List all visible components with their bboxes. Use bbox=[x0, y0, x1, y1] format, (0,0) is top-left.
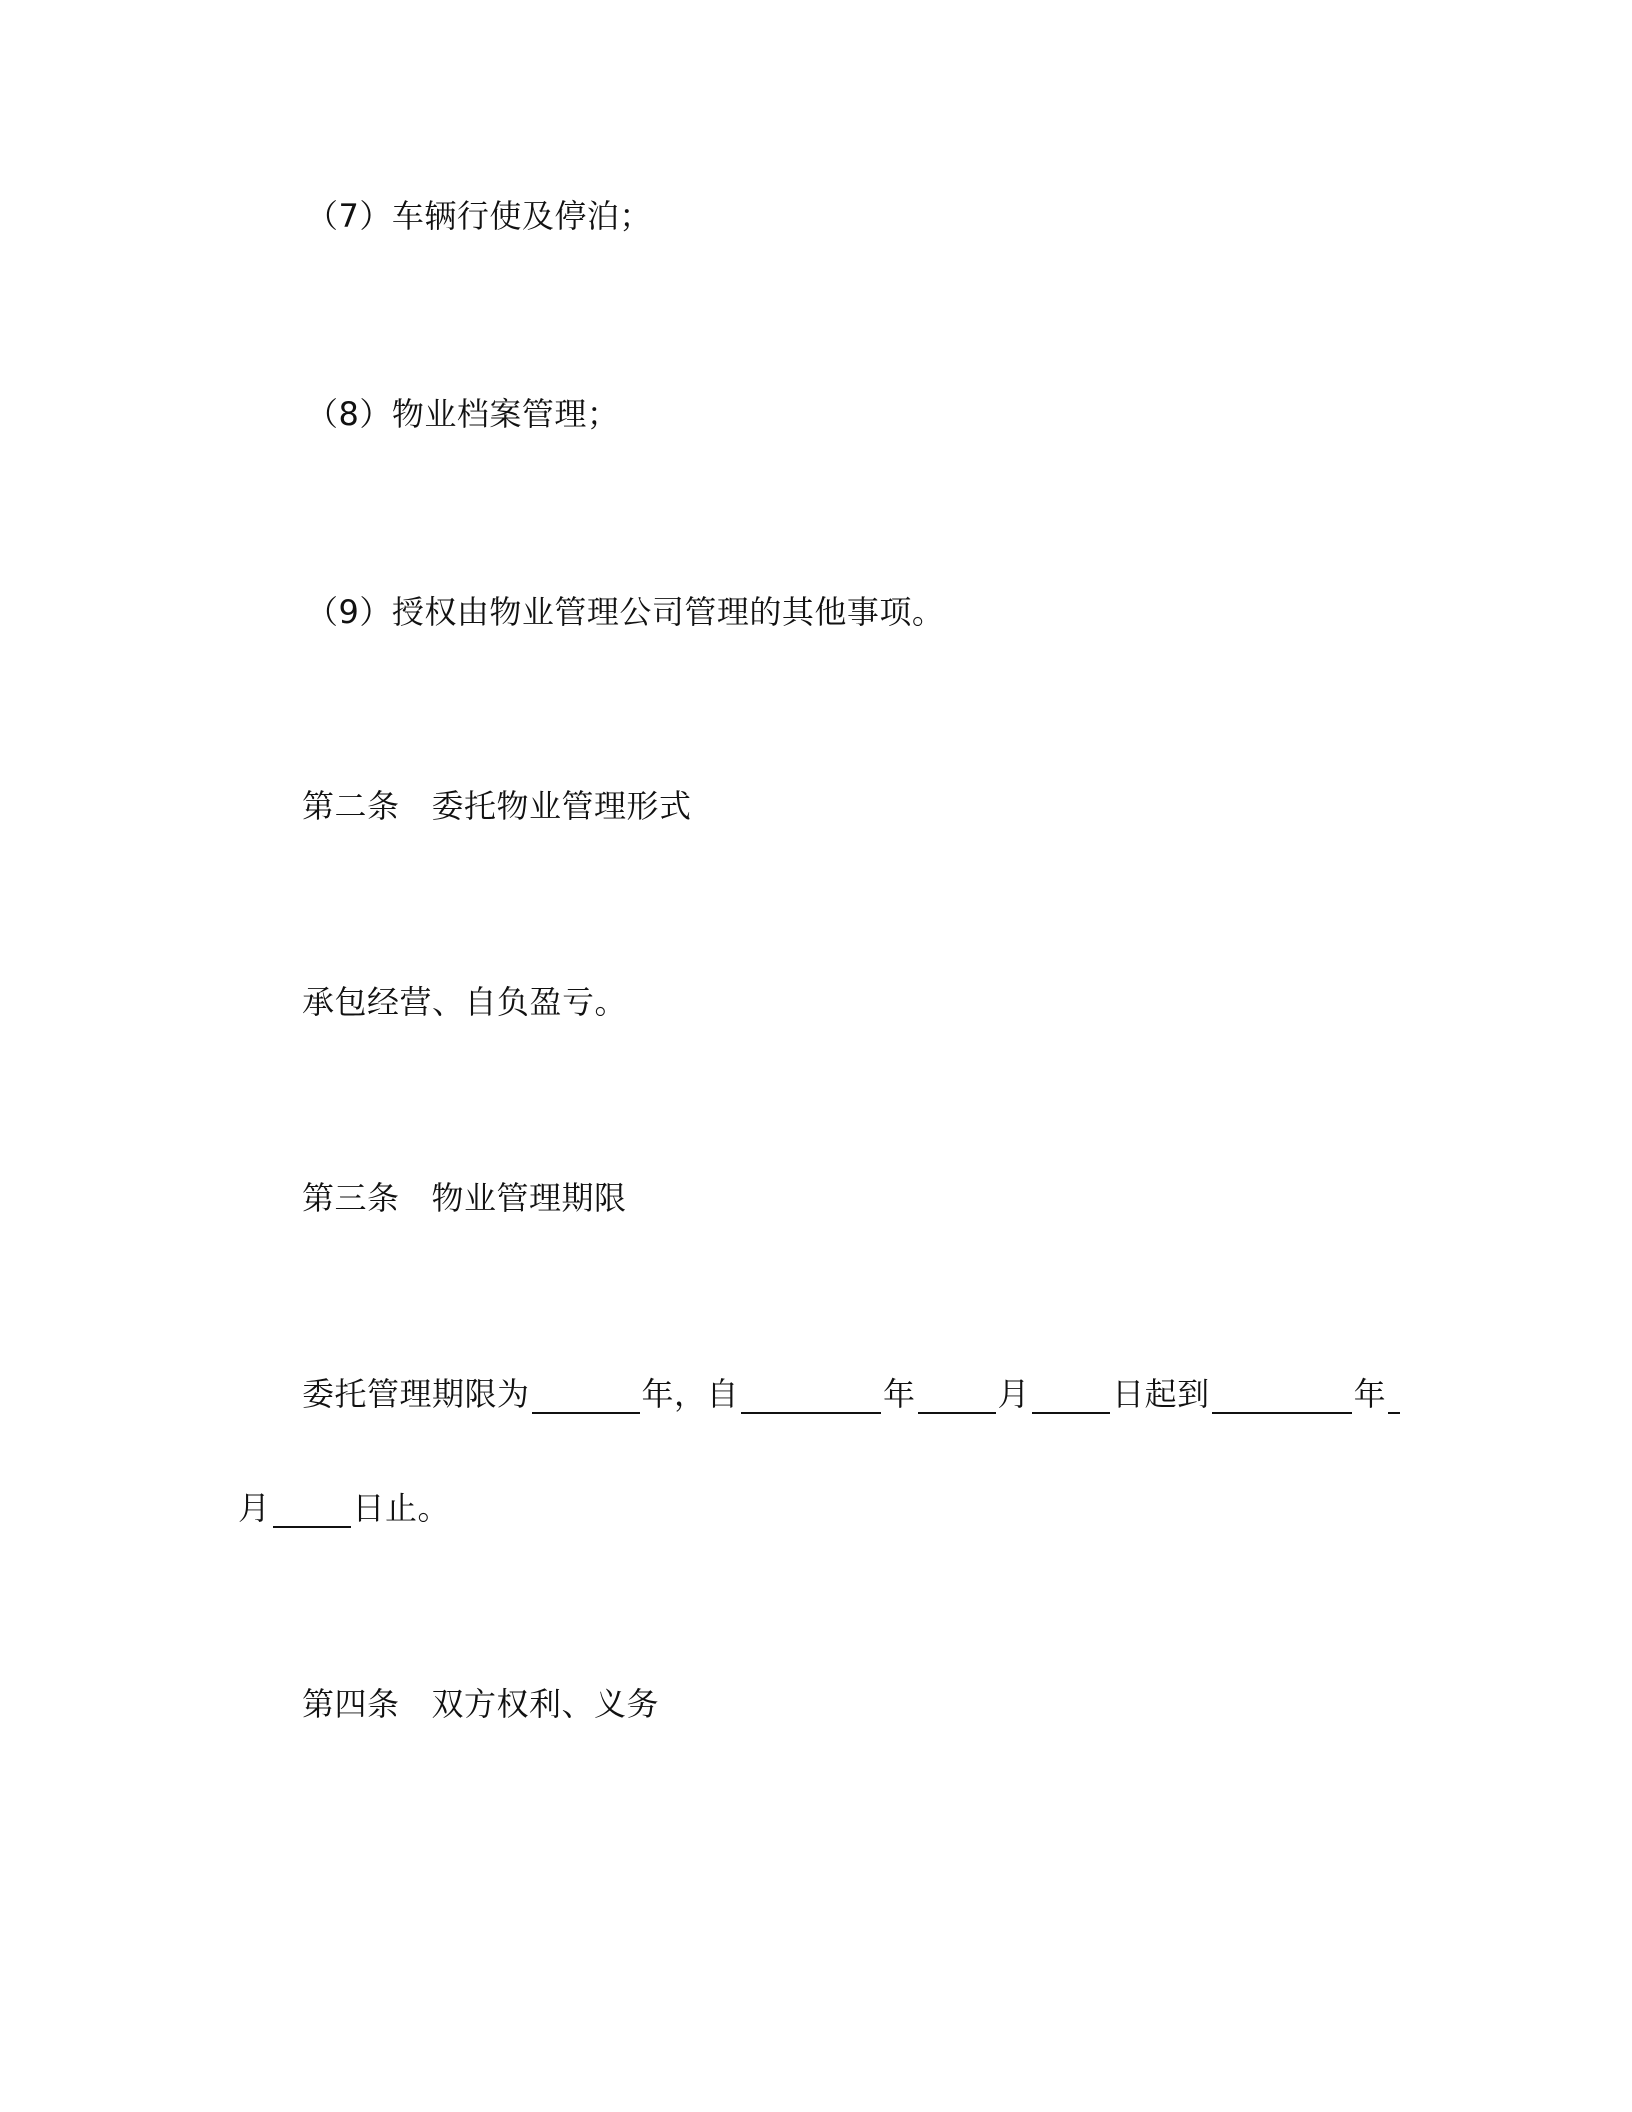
end-day-blank[interactable] bbox=[273, 1494, 351, 1528]
article-title: 双方权利、义务 bbox=[431, 1685, 660, 1723]
end-year-label: 年 bbox=[1353, 1375, 1387, 1413]
article-number: 第三条 bbox=[302, 1179, 400, 1217]
list-item: （8）物业档案管理； bbox=[306, 395, 620, 433]
article-number: 第二条 bbox=[302, 787, 400, 825]
term-year-label: 年，自 bbox=[641, 1375, 740, 1413]
article-heading-2 bbox=[302, 786, 692, 826]
start-year-blank[interactable] bbox=[741, 1380, 881, 1414]
article-body: 承包经营、自负盈亏。 bbox=[302, 983, 628, 1021]
end-day-label: 日止。 bbox=[352, 1489, 451, 1527]
end-month-label: 月 bbox=[238, 1489, 271, 1527]
list-item: （9）授权由物业管理公司管理的其他事项。 bbox=[306, 593, 945, 631]
list-item: （7）车辆行使及停泊； bbox=[306, 197, 652, 235]
start-day-label: 日起到 bbox=[1112, 1375, 1210, 1413]
article-heading-4 bbox=[302, 1684, 659, 1724]
term-sentence-line2 bbox=[238, 1488, 450, 1528]
end-month-blank-start[interactable] bbox=[1388, 1380, 1400, 1414]
start-month-blank[interactable] bbox=[918, 1380, 996, 1414]
article-title: 委托物业管理形式 bbox=[431, 787, 692, 825]
start-month-label: 月 bbox=[997, 1375, 1031, 1413]
term-years-blank[interactable] bbox=[532, 1380, 640, 1414]
article-number: 第四条 bbox=[302, 1685, 400, 1723]
term-prefix: 委托管理期限为 bbox=[302, 1375, 530, 1413]
end-year-blank[interactable] bbox=[1212, 1380, 1352, 1414]
article-heading-3 bbox=[302, 1178, 627, 1218]
term-sentence-line1 bbox=[302, 1374, 1402, 1414]
start-year-label: 年 bbox=[883, 1375, 916, 1413]
article-title: 物业管理期限 bbox=[431, 1179, 627, 1217]
start-day-blank[interactable] bbox=[1032, 1380, 1110, 1414]
